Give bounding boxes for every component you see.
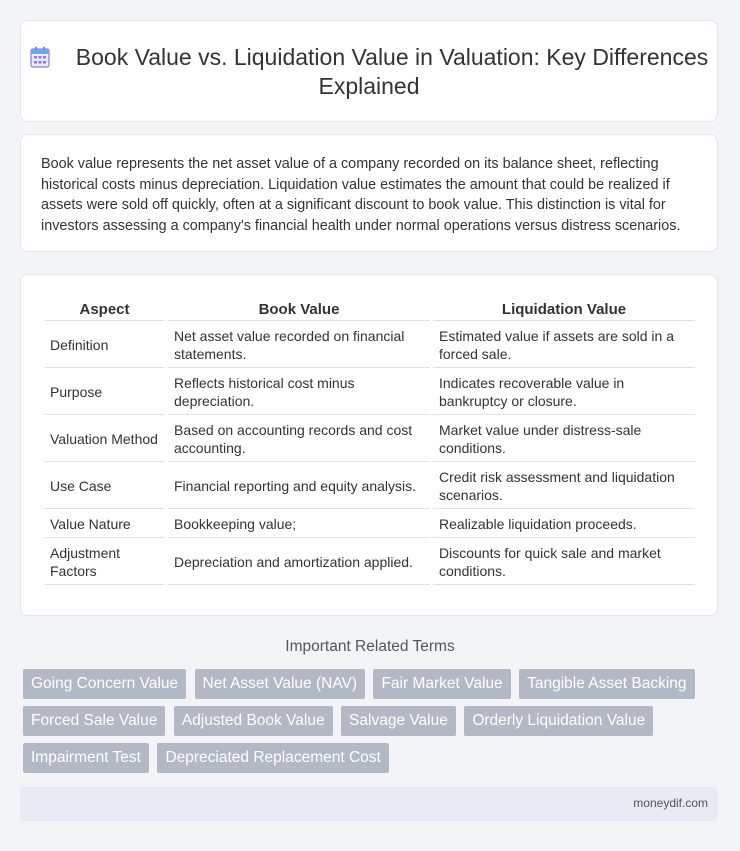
row-aspect: Use Case (44, 464, 165, 509)
table-row (44, 370, 695, 415)
header-book-value: Book Value (168, 296, 430, 321)
term-tag[interactable]: Going Concern Value (23, 669, 186, 699)
table-row (44, 323, 695, 368)
row-book-value: Based on accounting records and cost accounting. (168, 417, 430, 462)
table-row (44, 417, 695, 462)
related-terms-list (23, 669, 723, 780)
table-header-row (44, 296, 695, 321)
term-tag[interactable]: Fair Market Value (373, 669, 510, 699)
row-liquidation-value: Credit risk assessment and liquidation scenarios. (433, 464, 695, 509)
intro-card (20, 134, 718, 252)
comparison-table-card (20, 274, 718, 616)
footer-site[interactable]: moneydif.com (633, 796, 708, 810)
row-book-value: Net asset value recorded on financial statements. (168, 323, 430, 368)
row-aspect: Valuation Method (44, 417, 165, 462)
page-title (21, 43, 717, 101)
row-aspect: Purpose (44, 370, 165, 415)
term-tag[interactable]: Net Asset Value (NAV) (195, 669, 366, 699)
header-aspect: Aspect (44, 296, 165, 321)
footer-bar (20, 787, 718, 821)
page-title-text: Book Value vs. Liquidation Value in Valuation: Key Differences Explained (75, 44, 709, 99)
comparison-table (41, 294, 698, 587)
row-aspect: Adjustment Factors (44, 540, 165, 585)
title-wrap (21, 43, 717, 101)
term-tag[interactable]: Impairment Test (23, 743, 149, 773)
row-liquidation-value: Estimated value if assets are sold in a forced sale. (433, 323, 695, 368)
title-card (20, 20, 718, 122)
row-book-value: Depreciation and amortization applied. (168, 540, 430, 585)
intro-paragraph: Book value represents the net asset value of a company recorded on its balance sheet, reflecting historical costs minus depreciation. Liquidation value estimates the amount that could be realized if assets were sold off quickly, often at a significant discount to book value. This distinction is vital for investors assessing a company's financial health under normal operations versus distress scenarios. (41, 156, 681, 234)
row-aspect: Definition (44, 323, 165, 368)
term-tag[interactable]: Forced Sale Value (23, 706, 165, 736)
term-tag[interactable]: Adjusted Book Value (174, 706, 333, 736)
table-row (44, 511, 695, 538)
term-tag[interactable]: Depreciated Replacement Cost (157, 743, 388, 773)
table-row (44, 540, 695, 585)
table-row (44, 464, 695, 509)
row-book-value: Financial reporting and equity analysis. (168, 464, 430, 509)
calendar-icon (30, 46, 50, 68)
row-book-value: Bookkeeping value; (168, 511, 430, 538)
related-terms-heading: Important Related Terms (285, 638, 455, 655)
row-aspect: Value Nature (44, 511, 165, 538)
row-book-value: Reflects historical cost minus depreciation. (168, 370, 430, 415)
term-tag[interactable]: Salvage Value (341, 706, 456, 736)
header-liquidation-value: Liquidation Value (433, 296, 695, 321)
term-tag[interactable]: Tangible Asset Backing (519, 669, 694, 699)
row-liquidation-value: Market value under distress-sale conditions. (433, 417, 695, 462)
row-liquidation-value: Indicates recoverable value in bankruptcy or closure. (433, 370, 695, 415)
row-liquidation-value: Realizable liquidation proceeds. (433, 511, 695, 538)
term-tag[interactable]: Orderly Liquidation Value (464, 706, 653, 736)
row-liquidation-value: Discounts for quick sale and market conditions. (433, 540, 695, 585)
